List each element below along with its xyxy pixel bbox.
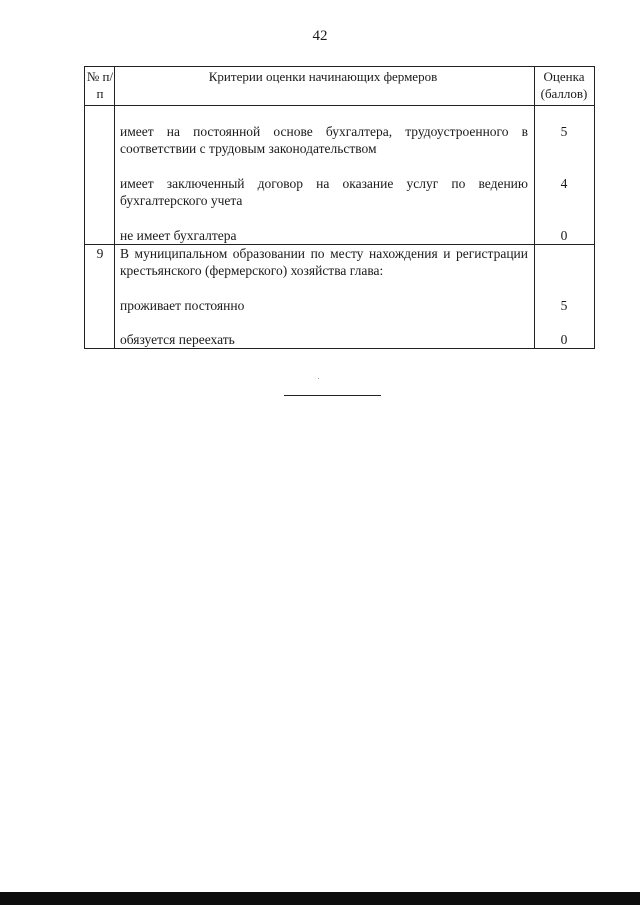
criteria-cell: В муниципальном образовании по месту нахождения и регистрации крестьянского (фермерского) хозяйства глава: — [120, 246, 528, 278]
scan-speck — [318, 378, 319, 379]
score-cell: 0 — [560, 332, 568, 347]
criteria-cell: обязуется переехать — [120, 332, 235, 347]
criteria-cell: не имеет бухгалтера — [120, 228, 237, 243]
header-score: Оценка (баллов) — [540, 69, 588, 101]
score-cell: 4 — [560, 176, 568, 191]
end-rule — [284, 395, 381, 396]
header-divider — [85, 105, 594, 106]
row-number-cell: 9 — [96, 246, 104, 261]
page-number: 42 — [312, 28, 328, 44]
header-number: № п/п — [86, 69, 114, 101]
criteria-cell: имеет на постоянной основе бухгалтера, трудоустроенного в соответствии с трудовым законодательством — [120, 124, 528, 156]
score-cell: 5 — [560, 298, 568, 313]
score-cell: 0 — [560, 228, 568, 243]
column-divider — [114, 67, 115, 348]
criteria-cell: имеет заключенный договор на оказание услуг по ведению бухгалтерского учета — [120, 176, 528, 208]
header-criteria: Критерии оценки начинающих фермеров — [208, 69, 438, 84]
score-cell: 5 — [560, 124, 568, 139]
scan-edge-bar — [0, 892, 640, 905]
criteria-cell: проживает постоянно — [120, 298, 245, 313]
